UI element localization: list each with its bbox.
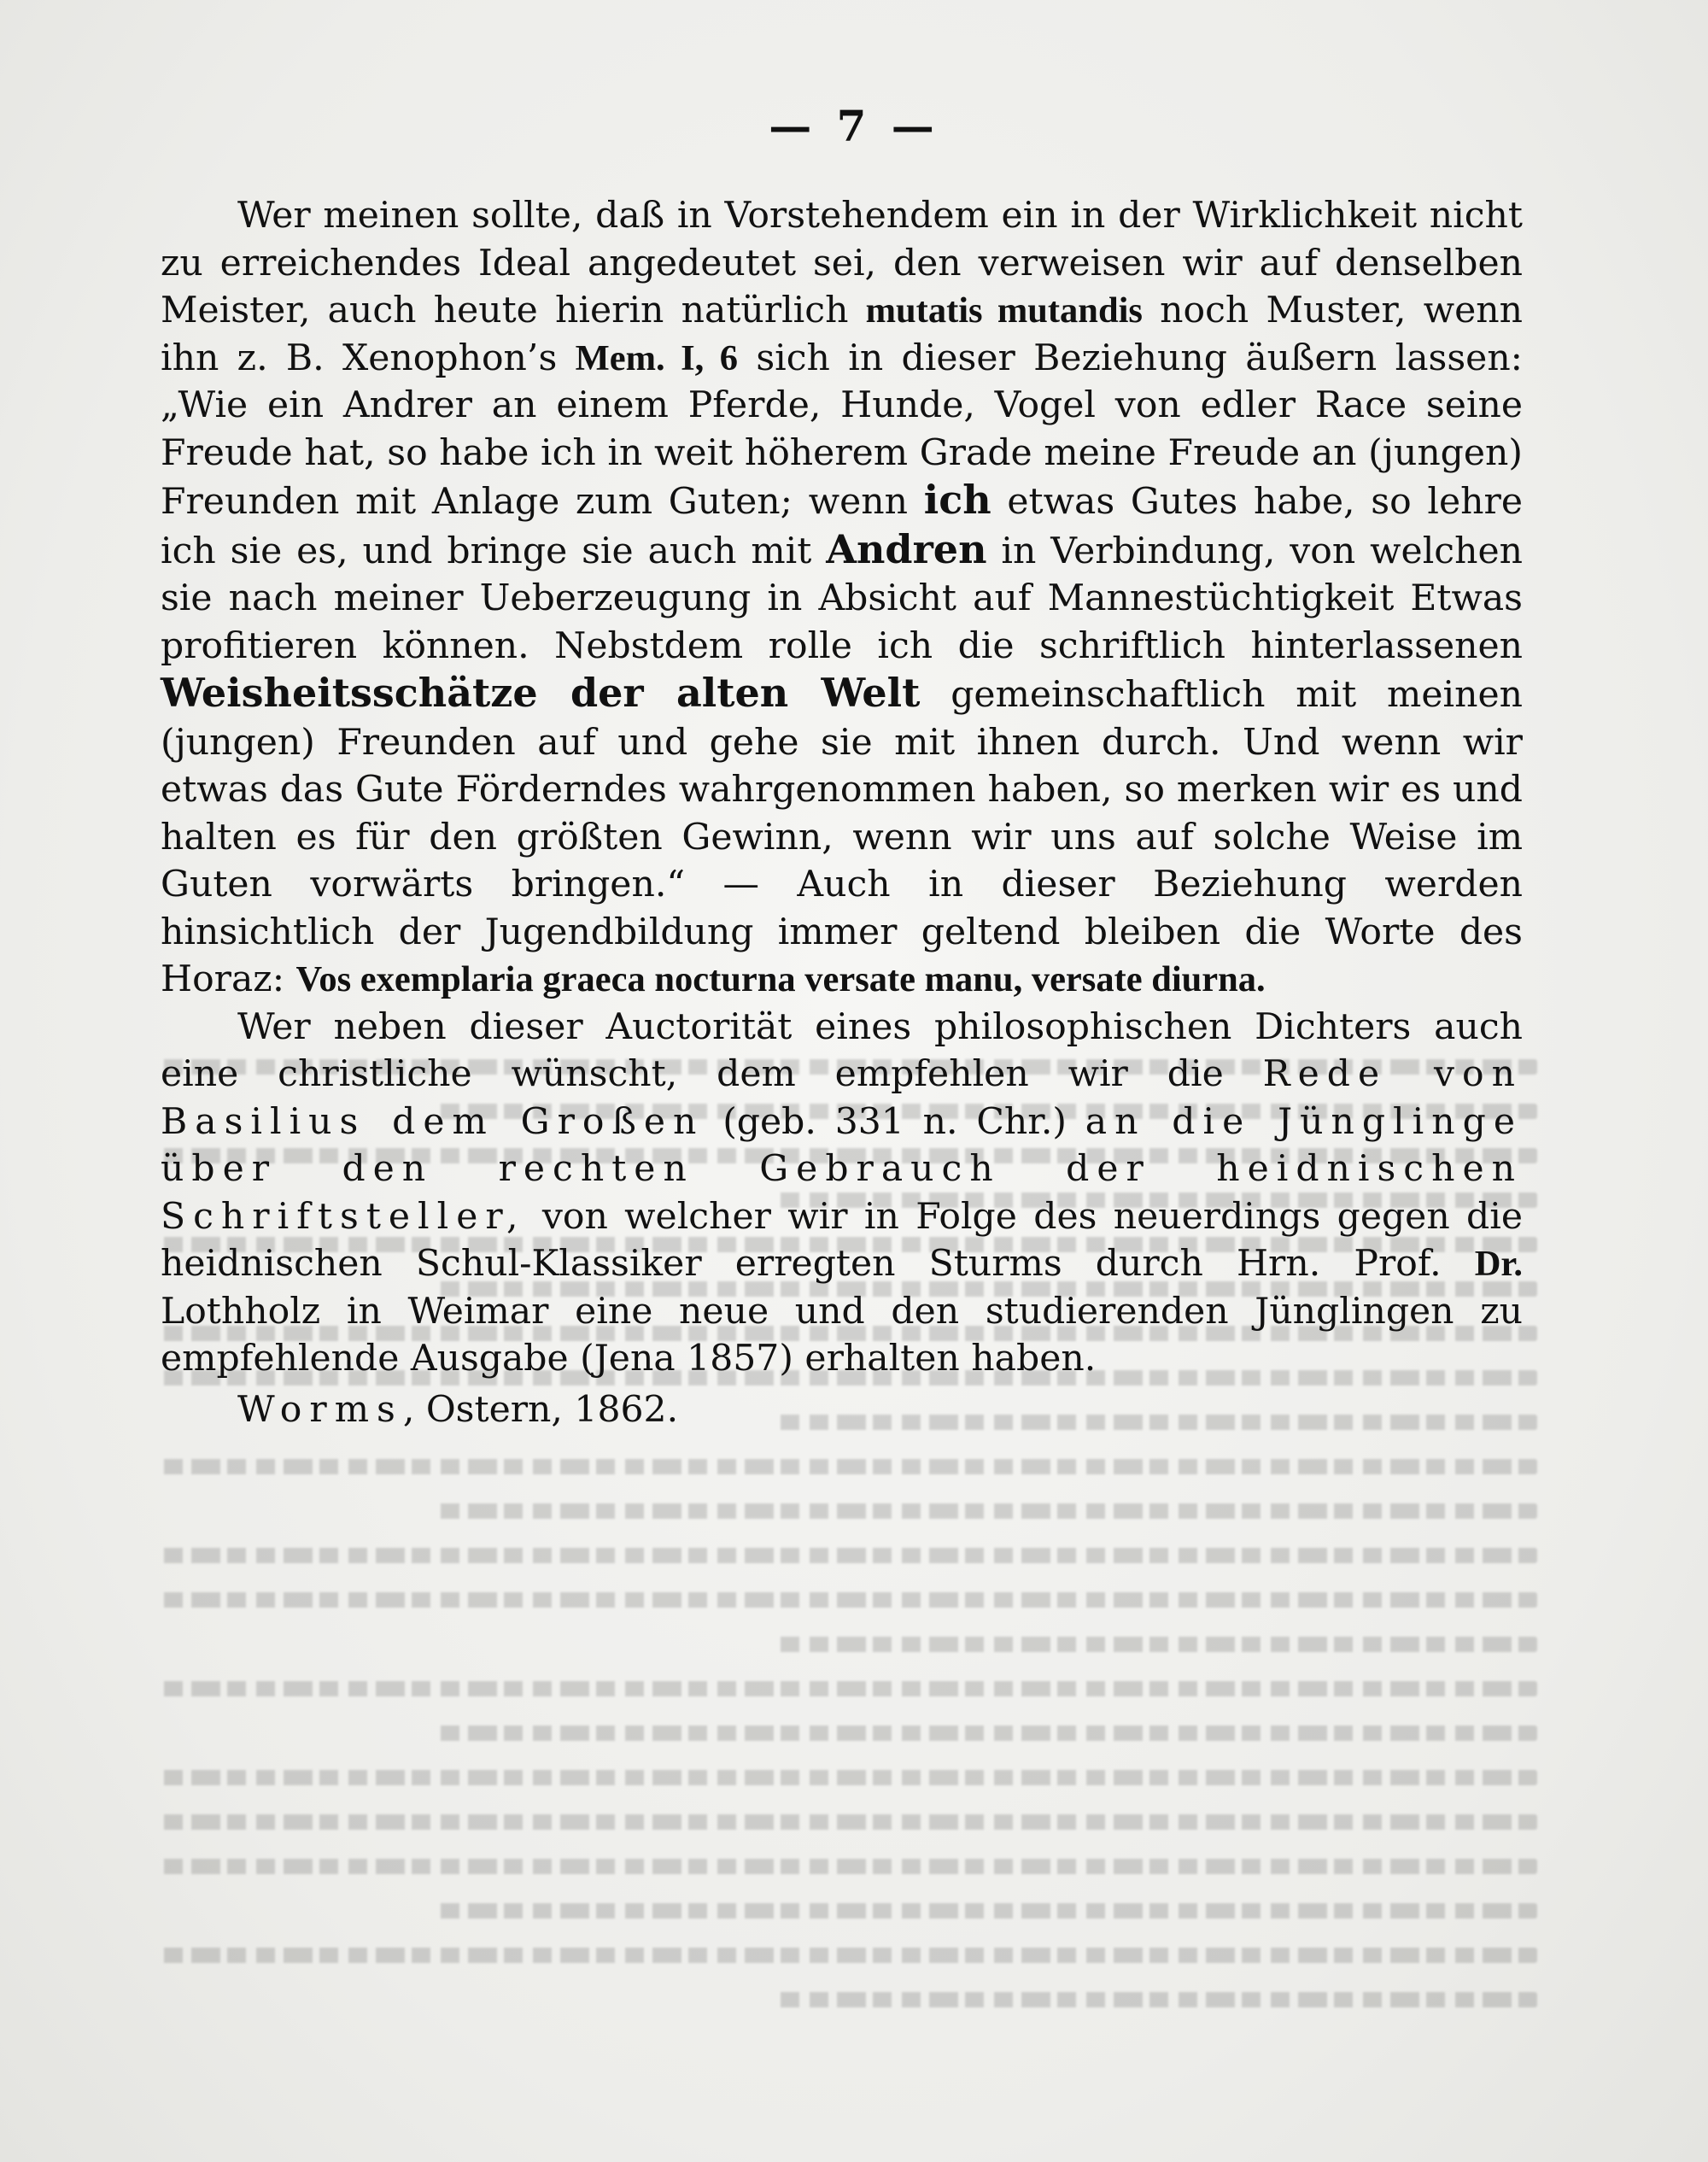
text-segment-normal: in Verbindung, von welchen sie nach meiner Ueberzeugung in Absicht auf Mannestüchtigkeit Etwas profitieren können. Nebstdem rolle ich die schriftlich hinterlassenen	[161, 530, 1523, 667]
text-segment-normal: von welcher wir in Folge des neuerdings gegen die heidnischen Schul-Klassiker erregten Sturms durch Hrn. Prof.	[161, 1195, 1523, 1285]
text-segment-normal: noch Muster, wenn ihn z. B. Xenophon’s	[161, 290, 1523, 379]
text-segment-spaced: an die Jünglinge über den rechten Gebrauch der heidnischen Schriftsteller,	[161, 1100, 1523, 1238]
text-segment-normal: Wer neben dieser Auctorität eines philosophischen Dichters auch eine christliche wünscht, dem empfehlen wir die	[161, 1005, 1523, 1095]
text-segment-normal: Wer meinen sollte, daß in Vorstehendem ein in der Wirklichkeit nicht zu erreichendes Ideal angedeutet sei, den verweisen wir auf denselben Meister, auch heute hierin natürlich	[161, 195, 1523, 331]
text-segment-antiqua: Mem. I, 6	[575, 337, 738, 378]
text-segment-spaced: Rede von Basilius dem Großen	[161, 1053, 1523, 1143]
signature-place: Worms	[237, 1388, 403, 1431]
signature-date: , Ostern, 1862.	[402, 1388, 679, 1431]
text-segment-normal: sich in dieser Beziehung äußern lassen: „Wie ein Andrer an einem Pferde, Hunde, Vogel von edler Race seine Freude hat, so habe ich in weit höherem Grade meine Freude an (jungen) Freunden mit Anlage zum Guten; wenn	[161, 337, 1524, 523]
paragraph	[161, 192, 1523, 1004]
text-segment-normal: Lothholz in Weimar eine neue und den studierenden Jünglingen zu empfehlende Ausgabe (Jena 1857) erhalten haben.	[161, 1290, 1523, 1380]
text-segment-heavy: ich	[923, 477, 991, 523]
text-segment-heavy: Andren	[826, 525, 987, 572]
page-number: — 7 —	[769, 101, 939, 151]
signature-line	[161, 1386, 1523, 1434]
text-segment-antiqua: Vos exemplaria graeca nocturna versate manu, versate diurna.	[295, 959, 1266, 999]
text-segment-antiqua: mutatis mutandis	[865, 290, 1143, 331]
text-segment-heavy: Weisheitsschätze der alten Welt	[161, 670, 921, 716]
text-segment-normal: etwas Gutes habe, so lehre ich sie es, und bringe sie auch mit	[161, 481, 1523, 572]
text-segment-normal: (geb. 331 n. Chr.)	[704, 1100, 1085, 1143]
paragraph	[161, 1004, 1523, 1383]
text-segment-normal: gemeinschaftlich mit meinen (jungen) Freunden auf und gehe sie mit ihnen durch. Und wenn wir etwas das Gute Förderndes wahrgenommen haben, so merken wir es und halten es für den größten Gewinn, wenn wir uns auf solche Weise im Guten vorwärts bringen.“ — Auch in dieser Beziehung werden hinsichtlich der Jugendbildung immer geltend bleiben die Worte des Horaz:	[161, 674, 1523, 1000]
body-text	[161, 192, 1523, 1433]
text-segment-antiqua: Dr.	[1474, 1244, 1523, 1284]
